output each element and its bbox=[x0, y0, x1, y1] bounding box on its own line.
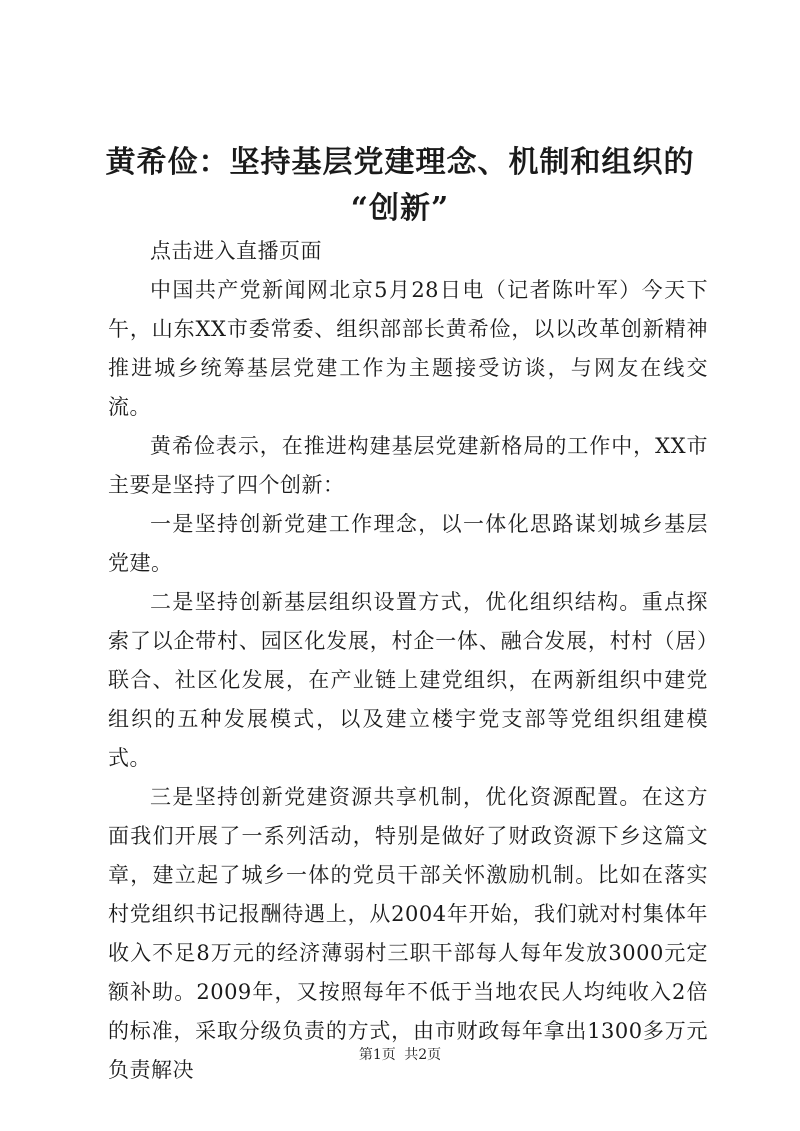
paragraph-intro: 中国共产党新闻网北京5月28日电（记者陈叶军）今天下午，山东XX市委常委、组织部部长黄希俭，以以改革创新精神推进城乡统筹基层党建工作为主题接受访谈，与网友在线交流。 bbox=[108, 278, 708, 419]
paragraph-four-innovations: 黄希俭表示，在推进构建基层党建新格局的工作中，XX市主要是坚持了四个创新： bbox=[108, 434, 708, 497]
page-total: 共2页 bbox=[404, 1047, 442, 1063]
paragraph-innovation-2: 二是坚持创新基层组织设置方式，优化组织结构。重点探索了以企带村、园区化发展，村企一体、融合发展，村村（居）联合、社区化发展，在产业链上建党组织，在两新组织中建党组织的五种发展模式，以及建立楼宇党支部等党组织组建模式。 bbox=[108, 590, 708, 770]
paragraph-live-link: 点击进入直播页面 bbox=[150, 239, 322, 263]
paragraph-innovation-1: 一是坚持创新党建工作理念，以一体化思路谋划城乡基层党建。 bbox=[108, 512, 708, 575]
page-footer bbox=[0, 1044, 800, 1064]
document-title-line-1: 黄希俭：坚持基层党建理念、机制和组织的 bbox=[105, 145, 695, 180]
document-title-line-2: “创新” bbox=[350, 191, 450, 226]
paragraph-innovation-3: 三是坚持创新党建资源共享机制，优化资源配置。在这方面我们开展了一系列活动，特别是做好了财政资源下乡这篇文章，建立起了城乡一体的党员干部关怀激励机制。比如在落实村党组织书记报酬待遇上，从2004年开始，我们就对村集体年收入不足8万元的经济薄弱村三职干部每人每年发放3000元定额补助。2009年，又按照每年不低于当地农民人均纯收入2倍的标准，采取分级负责的方式，由市财政每年拿出1300多万元负责解决 bbox=[108, 785, 708, 1082]
page-number: 第1页 bbox=[358, 1047, 396, 1063]
document-body bbox=[108, 232, 708, 1090]
